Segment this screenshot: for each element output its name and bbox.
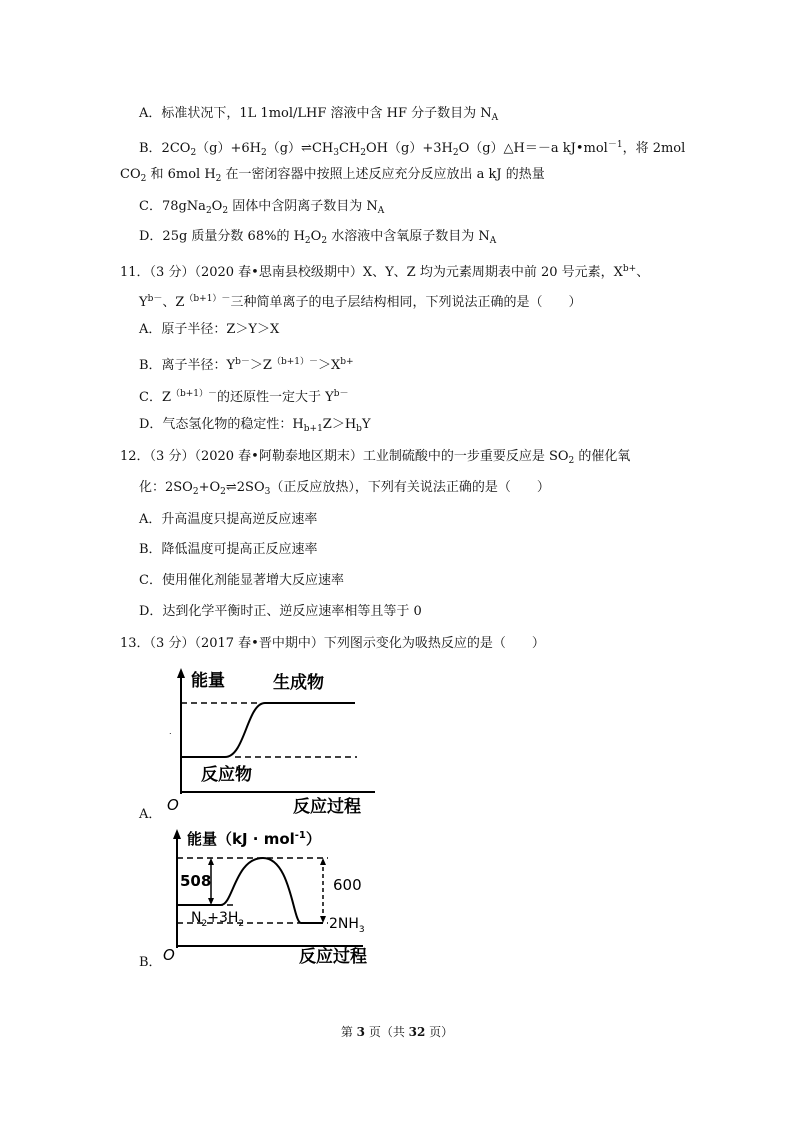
q12-option-d: D．达到化学平衡时正、逆反应速率相等且等于 0 <box>139 604 422 619</box>
q11-option-c: C．$Z^{(b+1)-}$的还原性一定大于 $Y^{b-}$ <box>139 389 349 405</box>
figure-a-product-label: 生成物 <box>273 673 324 693</box>
figure-b-reactant-label: $N_2+3H_2$ <box>191 910 245 929</box>
q11-stem-line2: $Y^{b-}$、$Z^{(b+1)-}$三种简单离子的电子层结构相同，下列说法正确的是（ ） <box>139 294 582 310</box>
q12-stem-line2: 化：$2SO_2+O_2\rightleftharpoons 2SO_3$（正反应放热），下列有关说法正确的是（ ） <box>139 480 550 497</box>
q13-stem: 13．（3 分）（2017 春•晋中期中）下列图示变化为吸热反应的是（ ） <box>120 636 545 651</box>
q13-option-b-label: B． <box>139 955 162 970</box>
page-footer: 第 3 页（共 32 页） <box>340 1025 454 1039</box>
figure-a-origin: O <box>167 796 179 814</box>
figure-b-energy-diagram <box>163 826 393 971</box>
q12-stem-line1: 12．（3 分）（2020 春•阿勒泰地区期末）工业制硫酸中的一步重要反应是 $SO_2$ 的催化氧 <box>120 449 631 466</box>
q10-option-b-line2: $CO_2$ 和 6mol $H_2$ 在一密闭容器中按照上述反应充分反应放出 a kJ 的热量 <box>120 167 545 184</box>
figure-a-ylabel: 能量 <box>191 671 225 691</box>
figure-a-curve <box>181 703 355 757</box>
q11-option-a: A．原子半径：Z＞Y＞X <box>139 322 280 337</box>
q11-option-d: D．气态氢化物的稳定性：$H_{b+1}Z>H_bY$ <box>139 417 371 434</box>
q11-stem-line1: 11．（3 分）（2020 春•思南县校级期中）X、Y、Z 均为元素周期表中前 20 号元素，$X^{b+}$、 <box>120 264 650 280</box>
q13-option-a-label: A． <box>139 807 162 822</box>
figure-b-xlabel: 反应过程 <box>299 947 367 967</box>
q12-option-c: C．使用催化剂能显著增大反应速率 <box>139 573 344 588</box>
figure-a-energy-diagram <box>165 666 385 816</box>
q10-option-c: C．$78gNa_2O_2$ 固体中含阴离子数目为 $N_A$ <box>139 199 385 216</box>
q10-option-d: D．25g 质量分数 68%的 $H_2O_2$ 水溶液中含氧原子数目为 $N_A$ <box>139 229 497 246</box>
figure-a-y-arrow <box>177 668 185 678</box>
q12-option-b: B．降低温度可提高正反应速率 <box>139 542 318 557</box>
figure-b-y-arrow <box>173 829 181 839</box>
figure-b-ylabel: 能量（kJ · mol$^{-1}$） <box>187 830 321 848</box>
figure-b-value-600: 600 <box>333 876 362 894</box>
q10-option-b-line1: B．$2CO_2(g)+6H_2(g)\rightleftharpoons CH_3CH_2OH(g)+3H_2O(g)\triangle H=-a$ kJ•mol$^{-1}$，将 2mol <box>139 140 686 158</box>
figure-a-tick: . <box>169 727 172 736</box>
q10-option-a: A．标准状况下，1L 1mol/LHF 溶液中含 HF 分子数目为 $N_A$ <box>139 106 499 123</box>
figure-b-origin: O <box>163 946 175 964</box>
q12-option-a: A．升高温度只提高逆反应速率 <box>139 512 318 527</box>
figure-a-reactant-label: 反应物 <box>201 765 252 785</box>
q11-option-b: B．离子半径：$Y^{b-}>Z^{(b+1)-}>X^{b+}$ <box>139 357 354 373</box>
figure-a-xlabel: 反应过程 <box>293 797 361 816</box>
figure-b-value-508: 508 <box>180 872 212 890</box>
figure-b-product-label: $2NH_3$ <box>329 916 365 935</box>
